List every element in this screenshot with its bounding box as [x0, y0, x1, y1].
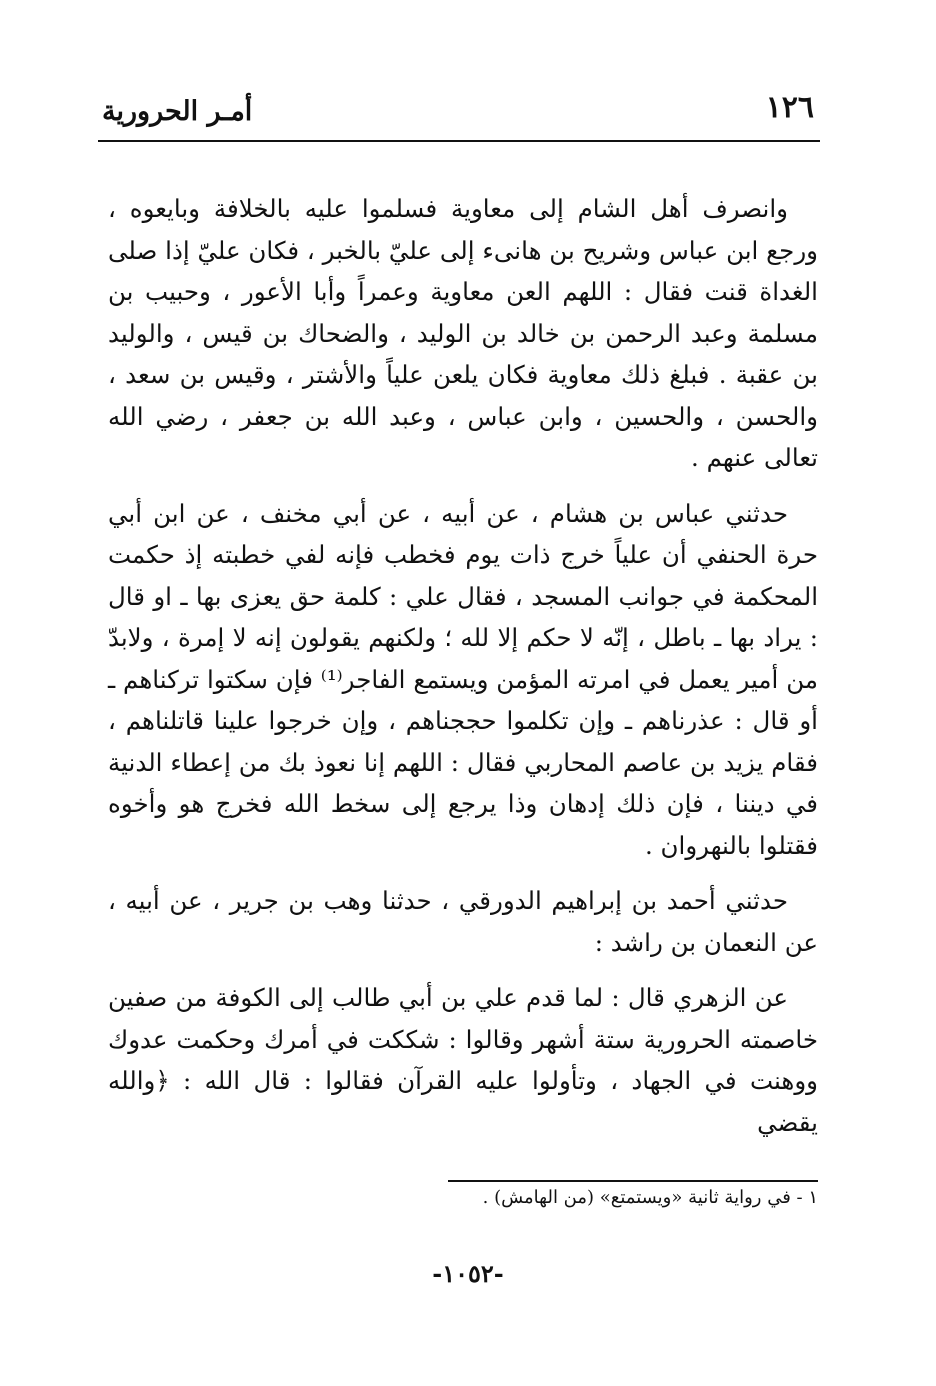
main-text [108, 188, 818, 1157]
running-title: أمـر الحرورية [102, 96, 253, 127]
footnote: ١ - في رواية ثانية «ويستمتع» (من الهامش) . [482, 1187, 818, 1208]
paragraph-3: حدثني أحمد بن إبراهيم الدورقي ، حدثنا وهب بن جرير ، عن أبيه ، عن النعمان بن راشد : [108, 886, 818, 957]
running-header [98, 88, 820, 138]
header-divider [98, 140, 820, 142]
paragraph-4: عن الزهري قال : لما قدم علي بن أبي طالب إلى الكوفة من صفين خاصمته الحرورية ستة أشهر وقالوا : شككت في أمرك وحكمت عدوك ووهنت في الجهاد ، وتأولوا عليه القرآن فقالوا : قال الله : ﴿والله يقضي [108, 983, 818, 1137]
paragraph-2: حدثني عباس بن هشام ، عن أبيه ، عن أبي مخنف ، عن ابن أبي حرة الحنفي أن علياً خرج ذات يوم فخطب فإنه لفي خطبته إذ حكمت المحكمة في جوانب المسجد ، فقال علي : كلمة حق يعزى بها ـ او قال : يراد بها ـ باطل ، إنّه لا حكم إلا لله ؛ ولكنهم يقولون إنه لا إمرة ، ولابدّ من أمير يعمل في امرته المؤمن ويستمع الفاجر⁽¹⁾ فإن سكتوا تركناهم ـ أو قال : عذرناهم ـ وإن تكلموا حججناهم ، وإن خرجوا علينا قاتلناهم ، فقام يزيد بن عاصم المحاربي فقال : اللهم إنا نعوذ بك من إعطاء الدنية في ديننا ، فإن ذلك إدهان وذا يرجع إلى سخط الله فخرج هو وأخوه فقتلوا بالنهروان . [108, 498, 818, 860]
folio-number: -١٠٥٢- [432, 1259, 504, 1288]
paragraph-1: وانصرف أهل الشام إلى معاوية فسلموا عليه بالخلافة وبايعوه ، ورجع ابن عباس وشريح بن هانىء إلى عليّ بالخبر ، فكان عليّ إذا صلى الغداة قنت فقال : اللهم العن معاوية وعمراً وأبا الأعور ، وحبيب بن مسلمة وعبد الرحمن بن خالد بن الوليد ، والضحاك بن قيس ، والوليد بن عقبة . فبلغ ذلك معاوية فكان يلعن علياً والأشتر ، وقيس بن سعد ، والحسن ، والحسين ، وابن عباس ، وعبد الله بن جعفر ، رضي الله تعالى عنهم . [108, 194, 818, 472]
page-number: ١٢٦ [765, 90, 814, 125]
footnote-divider [448, 1180, 818, 1182]
